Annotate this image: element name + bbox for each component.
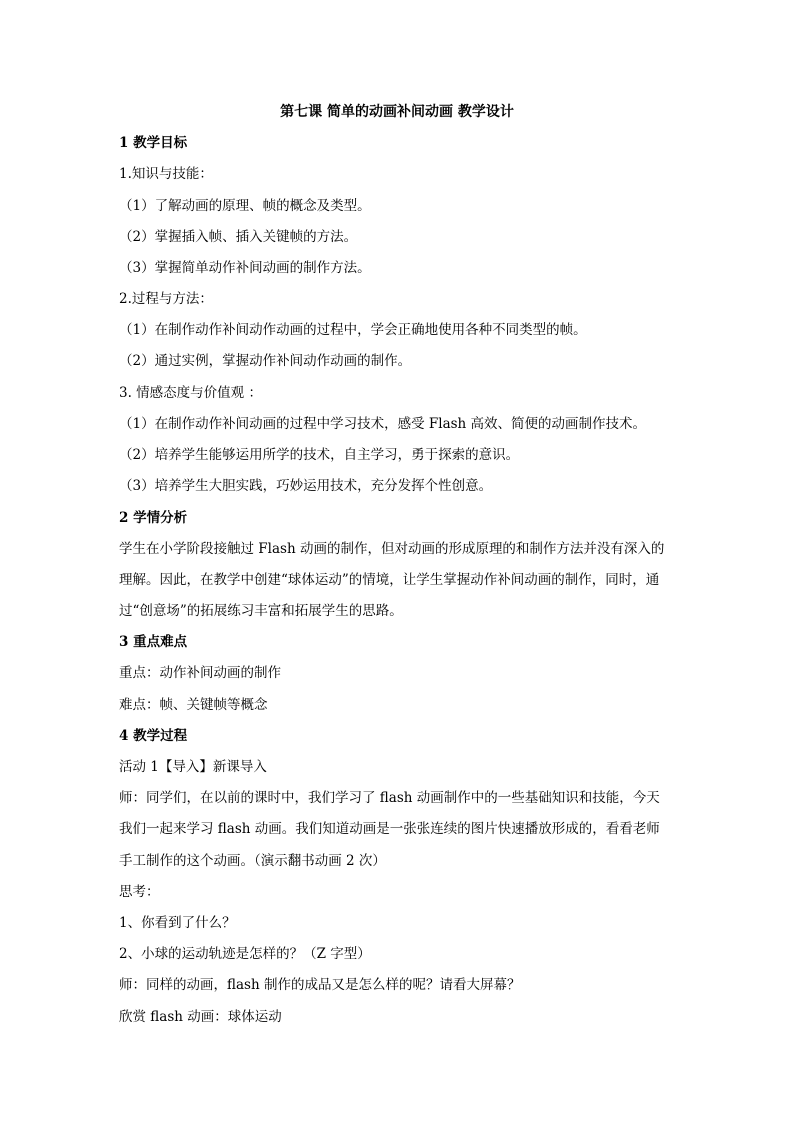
question: 2、小球的运动轨迹是怎样的？（Z 字型） xyxy=(119,946,371,962)
subheading-knowledge: 1.知识与技能： xyxy=(119,166,213,182)
list-item: （3）培养学生大胆实践，巧妙运用技术，充分发挥个性创意。 xyxy=(119,478,493,494)
list-item: （3）掌握简单动作补间动画的制作方法。 xyxy=(119,260,371,276)
difficult-point: 难点：帧、关键帧等概念 xyxy=(119,697,268,713)
document-title: 第七课 简单的动画补间动画 教学设计 xyxy=(280,104,514,120)
section-heading-keypoints: 3 重点难点 xyxy=(119,634,188,650)
paragraph-line: 学生在小学阶段接触过 Flash 动画的制作，但对动画的形成原理的和制作方法并没有深入的 xyxy=(119,541,665,557)
paragraph-line: 师：同学们，在以前的课时中，我们学习了 flash 动画制作中的一些基础知识和技能，今天 xyxy=(119,790,660,806)
list-item: （2）通过实例，掌握动作补间动作动画的制作。 xyxy=(119,353,412,369)
section-heading-process: 4 教学过程 xyxy=(119,728,188,744)
paragraph-line: 欣赏 flash 动画：球体运动 xyxy=(119,1009,282,1025)
paragraph-line: 我们一起来学习 flash 动画。我们知道动画是一张张连续的图片快速播放形成的，看看老师 xyxy=(119,821,660,837)
question: 1、你看到了什么？ xyxy=(119,915,236,931)
list-item: （2）培养学生能够运用所学的技术，自主学习，勇于探索的意识。 xyxy=(119,447,520,463)
activity-label: 活动 1【导入】新课导入 xyxy=(119,759,267,775)
list-item: （1）在制作动作补间动画的过程中学习技术，感受 Flash 高效、简便的动画制作技术。 xyxy=(119,416,647,432)
paragraph-line: 理解。因此，在教学中创建“球体运动”的情境，让学生掌握动作补间动画的制作，同时，通 xyxy=(119,572,660,588)
paragraph-line: 过“创意场”的拓展练习丰富和拓展学生的思路。 xyxy=(119,603,403,619)
list-item: （2）掌握插入帧、插入关键帧的方法。 xyxy=(119,229,358,245)
think-label: 思考： xyxy=(119,884,160,900)
subheading-attitude: 3. 情感态度与价值观 ： xyxy=(119,385,262,401)
subheading-process: 2.过程与方法： xyxy=(119,291,213,307)
key-point: 重点：动作补间动画的制作 xyxy=(119,665,281,681)
list-item: （1）了解动画的原理、帧的概念及类型。 xyxy=(119,198,371,214)
section-heading-analysis: 2 学情分析 xyxy=(119,510,188,526)
list-item: （1）在制作动作补间动作动画的过程中，学会正确地使用各种不同类型的帧。 xyxy=(119,322,587,338)
paragraph-line: 师：同样的动画，flash 制作的成品又是怎么样的呢？请看大屏幕？ xyxy=(119,977,521,993)
paragraph-line: 手工制作的这个动画。（演示翻书动画 2 次） xyxy=(119,853,386,869)
section-heading-objectives: 1 教学目标 xyxy=(119,135,188,151)
